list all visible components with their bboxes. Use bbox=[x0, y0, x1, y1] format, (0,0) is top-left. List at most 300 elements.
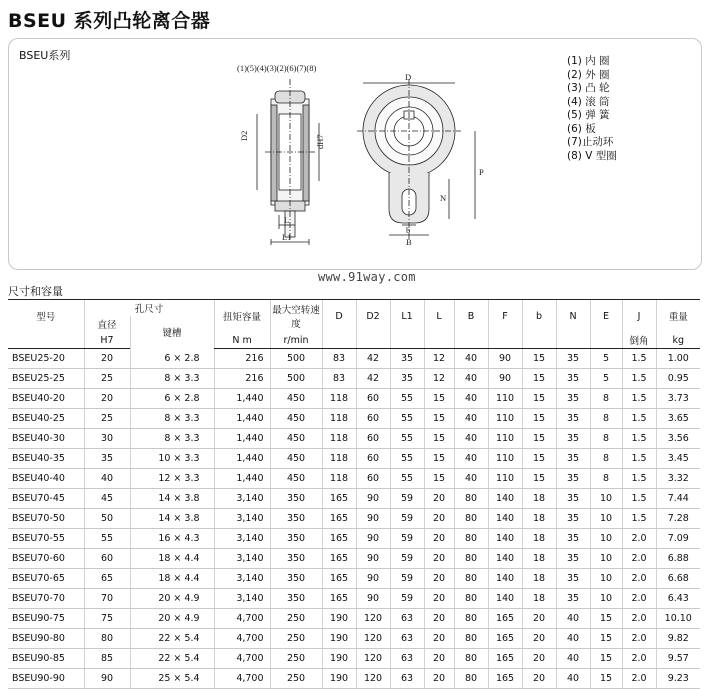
table-row bbox=[8, 449, 700, 469]
cell-key: 8 × 3.3 bbox=[130, 369, 214, 389]
cell-d: 165 bbox=[322, 489, 356, 509]
cell-j: 1.5 bbox=[622, 369, 656, 389]
cell-key: 14 × 3.8 bbox=[130, 489, 214, 509]
cell-model: BSEU40-35 bbox=[8, 449, 84, 469]
cell-l1: 55 bbox=[390, 449, 424, 469]
cell-speed: 350 bbox=[270, 489, 322, 509]
cell-d2: 120 bbox=[356, 669, 390, 689]
cell-speed: 350 bbox=[270, 549, 322, 569]
cell-w: 6.88 bbox=[656, 549, 700, 569]
cell-b: 18 bbox=[522, 489, 556, 509]
part-item: (7)止动环 bbox=[567, 136, 614, 148]
cell-d2: 90 bbox=[356, 529, 390, 549]
cell-torque: 216 bbox=[214, 349, 270, 369]
cell-torque: 1,440 bbox=[214, 449, 270, 469]
cell-model: BSEU90-90 bbox=[8, 669, 84, 689]
cell-j: 1.5 bbox=[622, 389, 656, 409]
cell-key: 14 × 3.8 bbox=[130, 509, 214, 529]
cell-d: 190 bbox=[322, 629, 356, 649]
cell-d2: 120 bbox=[356, 609, 390, 629]
cell-d: 165 bbox=[322, 529, 356, 549]
cell-f: 165 bbox=[488, 629, 522, 649]
cell-torque: 3,140 bbox=[214, 529, 270, 549]
cell-n: 40 bbox=[556, 609, 590, 629]
cell-d: 190 bbox=[322, 609, 356, 629]
cell-j: 1.5 bbox=[622, 349, 656, 369]
cell-d: 83 bbox=[322, 369, 356, 389]
cell-d2: 120 bbox=[356, 649, 390, 669]
cell-b: 18 bbox=[522, 589, 556, 609]
cell-w: 7.09 bbox=[656, 529, 700, 549]
cell-d2: 42 bbox=[356, 369, 390, 389]
cell-model: BSEU40-20 bbox=[8, 389, 84, 409]
cell-l1: 55 bbox=[390, 409, 424, 429]
cell-n: 40 bbox=[556, 669, 590, 689]
cell-speed: 250 bbox=[270, 629, 322, 649]
header-chamfer: 倒角 bbox=[622, 332, 656, 349]
cell-j: 2.0 bbox=[622, 589, 656, 609]
cell-model: BSEU25-25 bbox=[8, 369, 84, 389]
cell-key: 20 × 4.9 bbox=[130, 589, 214, 609]
cell-b: 40 bbox=[454, 349, 488, 369]
figure-label: BSEU系列 bbox=[19, 49, 71, 62]
cell-b: 80 bbox=[454, 589, 488, 609]
cell-j: 2.0 bbox=[622, 609, 656, 629]
cell-l1: 55 bbox=[390, 429, 424, 449]
cell-w: 3.32 bbox=[656, 469, 700, 489]
cell-key: 8 × 3.3 bbox=[130, 409, 214, 429]
cell-n: 35 bbox=[556, 509, 590, 529]
cell-d: 65 bbox=[84, 569, 130, 589]
cell-torque: 3,140 bbox=[214, 569, 270, 589]
cell-e: 15 bbox=[590, 669, 622, 689]
cell-l: 15 bbox=[424, 409, 454, 429]
cell-model: BSEU70-50 bbox=[8, 509, 84, 529]
section-title: 尺寸和容量 bbox=[8, 285, 63, 298]
header-weight: 重量 bbox=[656, 300, 700, 333]
cell-d: 165 bbox=[322, 509, 356, 529]
part-item: (8) V 型圈 bbox=[567, 149, 617, 162]
part-item: (1) 内 圈 bbox=[567, 55, 610, 67]
cell-n: 40 bbox=[556, 649, 590, 669]
cell-d2: 90 bbox=[356, 549, 390, 569]
cell-d: 55 bbox=[84, 529, 130, 549]
cell-key: 6 × 2.8 bbox=[130, 349, 214, 369]
table-row bbox=[8, 469, 700, 489]
cell-f: 140 bbox=[488, 529, 522, 549]
cell-torque: 3,140 bbox=[214, 549, 270, 569]
cell-b: 15 bbox=[522, 449, 556, 469]
cell-e: 15 bbox=[590, 609, 622, 629]
cell-b: 80 bbox=[454, 549, 488, 569]
cell-d: 45 bbox=[84, 489, 130, 509]
cell-j: 2.0 bbox=[622, 529, 656, 549]
table-row bbox=[8, 569, 700, 589]
cell-d: 165 bbox=[322, 569, 356, 589]
header-N: N bbox=[556, 300, 590, 333]
cell-model: BSEU90-75 bbox=[8, 609, 84, 629]
dim-B: B bbox=[406, 237, 412, 247]
cell-d2: 60 bbox=[356, 409, 390, 429]
cell-j: 2.0 bbox=[622, 669, 656, 689]
cell-l1: 63 bbox=[390, 609, 424, 629]
cell-b: 15 bbox=[522, 409, 556, 429]
cell-d: 30 bbox=[84, 429, 130, 449]
cell-b: 80 bbox=[454, 509, 488, 529]
cell-model: BSEU90-85 bbox=[8, 649, 84, 669]
cell-d: 20 bbox=[84, 349, 130, 369]
cell-b: 18 bbox=[522, 549, 556, 569]
page-title: BSEU 系列凸轮离合器 bbox=[8, 10, 211, 32]
cell-j: 1.5 bbox=[622, 409, 656, 429]
cell-key: 6 × 2.8 bbox=[130, 389, 214, 409]
cell-model: BSEU40-30 bbox=[8, 429, 84, 449]
cell-d: 165 bbox=[322, 549, 356, 569]
cell-l: 20 bbox=[424, 649, 454, 669]
cell-n: 35 bbox=[556, 569, 590, 589]
cell-model: BSEU40-25 bbox=[8, 409, 84, 429]
cell-n: 35 bbox=[556, 469, 590, 489]
cell-speed: 450 bbox=[270, 389, 322, 409]
dim-D: D bbox=[405, 72, 412, 82]
table-row bbox=[8, 429, 700, 449]
header-bore: 孔尺寸 bbox=[84, 300, 214, 317]
cell-key: 12 × 3.3 bbox=[130, 469, 214, 489]
cell-b: 80 bbox=[454, 669, 488, 689]
cell-b: 18 bbox=[522, 509, 556, 529]
cell-w: 9.82 bbox=[656, 629, 700, 649]
table-row bbox=[8, 489, 700, 509]
cell-j: 2.0 bbox=[622, 629, 656, 649]
cell-l1: 59 bbox=[390, 589, 424, 609]
spec-table bbox=[8, 299, 700, 689]
cell-e: 8 bbox=[590, 429, 622, 449]
cell-d: 75 bbox=[84, 609, 130, 629]
cell-l: 15 bbox=[424, 469, 454, 489]
header-F: F bbox=[488, 300, 522, 333]
cell-key: 22 × 5.4 bbox=[130, 629, 214, 649]
cell-e: 10 bbox=[590, 589, 622, 609]
header-L1: L1 bbox=[390, 300, 424, 333]
cell-torque: 4,700 bbox=[214, 609, 270, 629]
cell-d2: 60 bbox=[356, 469, 390, 489]
dim-b: b bbox=[406, 225, 411, 235]
cell-d: 118 bbox=[322, 409, 356, 429]
cell-speed: 250 bbox=[270, 649, 322, 669]
cell-w: 7.28 bbox=[656, 509, 700, 529]
cell-b: 80 bbox=[454, 609, 488, 629]
cell-speed: 450 bbox=[270, 409, 322, 429]
dim-L: L bbox=[284, 215, 290, 225]
cell-speed: 250 bbox=[270, 609, 322, 629]
header-D: D bbox=[322, 300, 356, 333]
cell-d: 190 bbox=[322, 649, 356, 669]
cell-e: 5 bbox=[590, 349, 622, 369]
cell-b: 40 bbox=[454, 369, 488, 389]
cell-key: 25 × 5.4 bbox=[130, 669, 214, 689]
cell-b: 15 bbox=[522, 469, 556, 489]
cell-speed: 350 bbox=[270, 509, 322, 529]
header-model: 型号 bbox=[8, 300, 84, 333]
header-h7: H7 bbox=[84, 332, 130, 349]
cell-e: 8 bbox=[590, 389, 622, 409]
cell-d: 165 bbox=[322, 589, 356, 609]
cell-key: 18 × 4.4 bbox=[130, 569, 214, 589]
cell-torque: 4,700 bbox=[214, 649, 270, 669]
cell-d: 20 bbox=[84, 389, 130, 409]
cell-n: 40 bbox=[556, 629, 590, 649]
cell-d: 118 bbox=[322, 429, 356, 449]
cell-n: 35 bbox=[556, 549, 590, 569]
cell-speed: 350 bbox=[270, 529, 322, 549]
cell-w: 9.57 bbox=[656, 649, 700, 669]
cell-f: 90 bbox=[488, 349, 522, 369]
cell-f: 110 bbox=[488, 429, 522, 449]
cell-j: 1.5 bbox=[622, 489, 656, 509]
cell-b: 20 bbox=[522, 649, 556, 669]
cell-d2: 90 bbox=[356, 569, 390, 589]
cell-speed: 450 bbox=[270, 429, 322, 449]
table-row bbox=[8, 669, 700, 689]
table-row bbox=[8, 529, 700, 549]
cell-j: 2.0 bbox=[622, 649, 656, 669]
cell-b: 15 bbox=[522, 389, 556, 409]
cell-w: 0.95 bbox=[656, 369, 700, 389]
cell-model: BSEU70-45 bbox=[8, 489, 84, 509]
cell-torque: 1,440 bbox=[214, 389, 270, 409]
table-row bbox=[8, 369, 700, 389]
dim-L1: L1 bbox=[282, 232, 292, 242]
cell-torque: 216 bbox=[214, 369, 270, 389]
cell-l1: 63 bbox=[390, 649, 424, 669]
table-row bbox=[8, 509, 700, 529]
cell-speed: 250 bbox=[270, 669, 322, 689]
cell-l: 20 bbox=[424, 489, 454, 509]
figure-panel bbox=[8, 38, 702, 270]
cell-n: 35 bbox=[556, 429, 590, 449]
header-speed: 最大空转速度 bbox=[270, 300, 322, 333]
cell-f: 110 bbox=[488, 469, 522, 489]
cell-speed: 500 bbox=[270, 369, 322, 389]
cell-d2: 60 bbox=[356, 389, 390, 409]
part-item: (2) 外 圈 bbox=[567, 68, 610, 81]
header-keyway: 键槽 bbox=[130, 316, 214, 349]
cell-b: 80 bbox=[454, 629, 488, 649]
cell-n: 35 bbox=[556, 529, 590, 549]
cell-j: 1.5 bbox=[622, 449, 656, 469]
cell-key: 18 × 4.4 bbox=[130, 549, 214, 569]
cell-d2: 60 bbox=[356, 449, 390, 469]
cell-l: 15 bbox=[424, 429, 454, 449]
cell-f: 110 bbox=[488, 389, 522, 409]
cell-speed: 350 bbox=[270, 569, 322, 589]
cell-key: 22 × 5.4 bbox=[130, 649, 214, 669]
cell-torque: 4,700 bbox=[214, 669, 270, 689]
cell-d: 50 bbox=[84, 509, 130, 529]
header-weight-unit: kg bbox=[656, 332, 700, 349]
header-D2: D2 bbox=[356, 300, 390, 333]
cell-b: 20 bbox=[522, 669, 556, 689]
cell-model: BSEU90-80 bbox=[8, 629, 84, 649]
cell-torque: 1,440 bbox=[214, 469, 270, 489]
cell-w: 7.44 bbox=[656, 489, 700, 509]
cell-b: 40 bbox=[454, 469, 488, 489]
cell-d: 85 bbox=[84, 649, 130, 669]
cell-l1: 63 bbox=[390, 629, 424, 649]
cell-n: 35 bbox=[556, 369, 590, 389]
cell-l1: 59 bbox=[390, 509, 424, 529]
cell-e: 10 bbox=[590, 509, 622, 529]
table-row bbox=[8, 649, 700, 669]
cell-e: 10 bbox=[590, 569, 622, 589]
table-row bbox=[8, 389, 700, 409]
cell-d2: 90 bbox=[356, 589, 390, 609]
cell-d: 35 bbox=[84, 449, 130, 469]
cell-b: 40 bbox=[454, 409, 488, 429]
cell-d2: 60 bbox=[356, 429, 390, 449]
cell-speed: 350 bbox=[270, 589, 322, 609]
cell-speed: 500 bbox=[270, 349, 322, 369]
cell-torque: 3,140 bbox=[214, 509, 270, 529]
cell-f: 140 bbox=[488, 589, 522, 609]
cell-l1: 59 bbox=[390, 569, 424, 589]
cell-l: 15 bbox=[424, 449, 454, 469]
cell-d: 90 bbox=[84, 669, 130, 689]
cell-n: 35 bbox=[556, 489, 590, 509]
cell-n: 35 bbox=[556, 449, 590, 469]
cell-d: 118 bbox=[322, 389, 356, 409]
cell-e: 15 bbox=[590, 649, 622, 669]
cell-w: 9.23 bbox=[656, 669, 700, 689]
cell-model: BSEU70-60 bbox=[8, 549, 84, 569]
cell-w: 3.45 bbox=[656, 449, 700, 469]
cell-b: 18 bbox=[522, 529, 556, 549]
cell-j: 1.5 bbox=[622, 429, 656, 449]
cell-f: 165 bbox=[488, 669, 522, 689]
table-row bbox=[8, 629, 700, 649]
cell-d2: 90 bbox=[356, 509, 390, 529]
header-b: b bbox=[522, 300, 556, 333]
dim-N: N bbox=[440, 193, 447, 203]
header-speed-unit: r/min bbox=[270, 332, 322, 349]
cell-d2: 42 bbox=[356, 349, 390, 369]
cell-f: 110 bbox=[488, 409, 522, 429]
front-view bbox=[357, 79, 475, 239]
table-row bbox=[8, 409, 700, 429]
cell-f: 110 bbox=[488, 449, 522, 469]
cell-f: 165 bbox=[488, 649, 522, 669]
cell-b: 20 bbox=[522, 609, 556, 629]
cell-j: 1.5 bbox=[622, 509, 656, 529]
cell-w: 3.56 bbox=[656, 429, 700, 449]
part-item: (3) 凸 轮 bbox=[567, 82, 610, 94]
header-J: J bbox=[622, 300, 656, 333]
cell-l: 20 bbox=[424, 629, 454, 649]
cell-l: 20 bbox=[424, 509, 454, 529]
cell-l: 20 bbox=[424, 529, 454, 549]
cell-speed: 450 bbox=[270, 449, 322, 469]
dim-D2: D2 bbox=[239, 130, 249, 141]
cell-e: 10 bbox=[590, 529, 622, 549]
cell-l1: 63 bbox=[390, 669, 424, 689]
part-item: (5) 弹 簧 bbox=[567, 109, 610, 121]
cell-d: 25 bbox=[84, 369, 130, 389]
cell-l: 20 bbox=[424, 569, 454, 589]
cell-e: 10 bbox=[590, 489, 622, 509]
cell-d: 70 bbox=[84, 589, 130, 609]
cell-key: 20 × 4.9 bbox=[130, 609, 214, 629]
cell-b: 80 bbox=[454, 489, 488, 509]
header-diameter: 直径 bbox=[84, 316, 130, 332]
cell-torque: 3,140 bbox=[214, 589, 270, 609]
cell-d: 60 bbox=[84, 549, 130, 569]
cell-n: 35 bbox=[556, 409, 590, 429]
table-row bbox=[8, 349, 700, 369]
cell-d: 40 bbox=[84, 469, 130, 489]
cell-l: 20 bbox=[424, 669, 454, 689]
header-L: L bbox=[424, 300, 454, 333]
cell-l1: 59 bbox=[390, 549, 424, 569]
cell-j: 2.0 bbox=[622, 549, 656, 569]
part-item: (6) 板 bbox=[567, 122, 596, 135]
cell-d: 118 bbox=[322, 449, 356, 469]
cell-w: 3.65 bbox=[656, 409, 700, 429]
cell-w: 10.10 bbox=[656, 609, 700, 629]
cell-n: 35 bbox=[556, 389, 590, 409]
cell-l1: 55 bbox=[390, 389, 424, 409]
cell-b: 40 bbox=[454, 429, 488, 449]
cell-j: 1.5 bbox=[622, 469, 656, 489]
cell-f: 140 bbox=[488, 509, 522, 529]
cell-d: 83 bbox=[322, 349, 356, 369]
cell-l: 20 bbox=[424, 609, 454, 629]
cell-f: 140 bbox=[488, 549, 522, 569]
cell-b: 80 bbox=[454, 569, 488, 589]
cell-d: 190 bbox=[322, 669, 356, 689]
cell-d: 118 bbox=[322, 469, 356, 489]
cell-e: 15 bbox=[590, 629, 622, 649]
cell-l1: 35 bbox=[390, 349, 424, 369]
cell-l: 12 bbox=[424, 369, 454, 389]
header-E: E bbox=[590, 300, 622, 333]
cell-j: 2.0 bbox=[622, 569, 656, 589]
cell-l: 20 bbox=[424, 589, 454, 609]
cell-l: 20 bbox=[424, 549, 454, 569]
cell-d: 80 bbox=[84, 629, 130, 649]
table-row bbox=[8, 549, 700, 569]
cell-torque: 1,440 bbox=[214, 409, 270, 429]
cell-d2: 120 bbox=[356, 629, 390, 649]
cell-torque: 3,140 bbox=[214, 489, 270, 509]
cell-b: 80 bbox=[454, 649, 488, 669]
cell-b: 20 bbox=[522, 629, 556, 649]
cell-torque: 4,700 bbox=[214, 629, 270, 649]
cell-b: 80 bbox=[454, 529, 488, 549]
parts-legend bbox=[567, 55, 617, 163]
cell-l: 12 bbox=[424, 349, 454, 369]
cell-f: 90 bbox=[488, 369, 522, 389]
cell-l1: 55 bbox=[390, 469, 424, 489]
cell-b: 18 bbox=[522, 569, 556, 589]
cell-key: 16 × 4.3 bbox=[130, 529, 214, 549]
table-row bbox=[8, 589, 700, 609]
cell-torque: 1,440 bbox=[214, 429, 270, 449]
cell-b: 40 bbox=[454, 449, 488, 469]
cell-f: 165 bbox=[488, 609, 522, 629]
cell-w: 3.73 bbox=[656, 389, 700, 409]
cell-l: 15 bbox=[424, 389, 454, 409]
cell-b: 15 bbox=[522, 369, 556, 389]
